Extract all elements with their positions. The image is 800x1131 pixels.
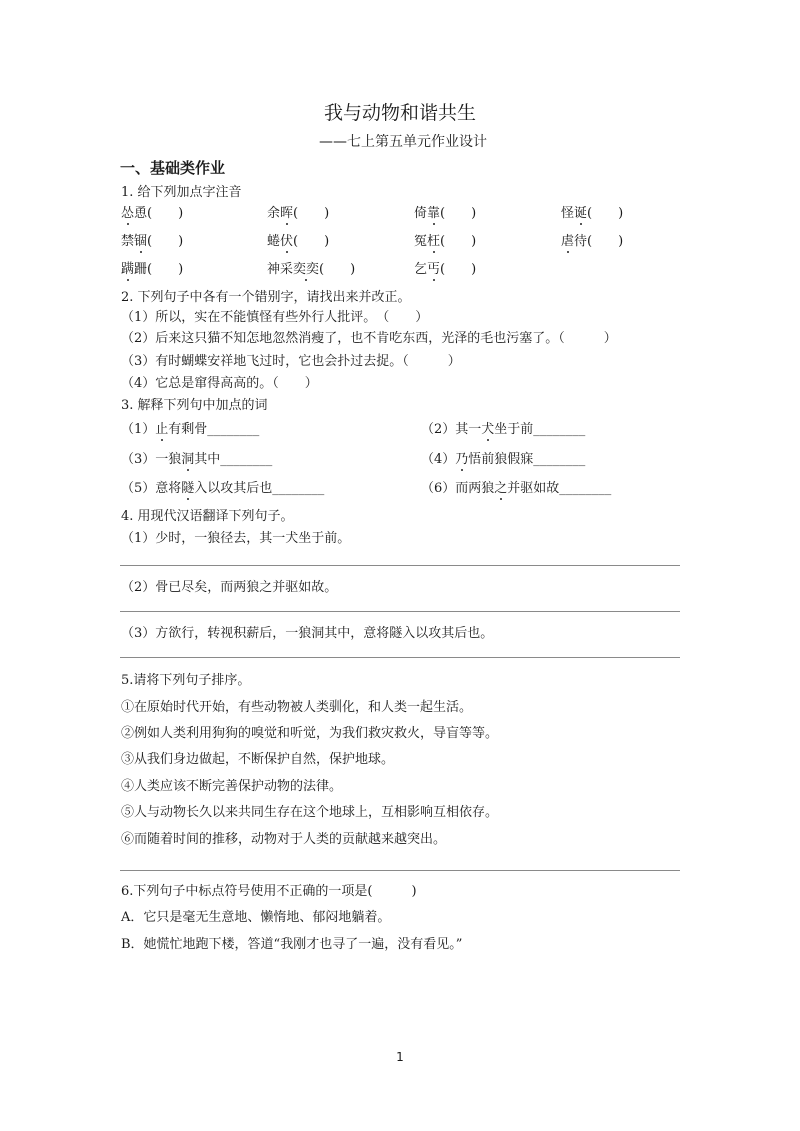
pinyin-item: 禁锢( ) <box>121 234 184 249</box>
pinyin-item: 倚靠( ) <box>414 206 477 221</box>
question-1-prompt: 1. 给下列加点字注音 <box>121 185 242 200</box>
translate-sentence: （1）少时，一狼径去，其一犬坐于前。 <box>121 531 351 546</box>
translate-sentence: （2）骨已尽矣，而两狼之并驱如故。 <box>121 580 338 595</box>
question-4-prompt: 4. 用现代汉语翻译下列句子。 <box>121 509 294 524</box>
order-sentence: ⑤人与动物长久以来共同生存在这个地球上，互相影响互相依存。 <box>121 805 499 820</box>
order-sentence: ②例如人类利用狗狗的嗅觉和听觉，为我们救灾救火，导盲等等。 <box>121 726 499 741</box>
error-sentence: （2）后来这只猫不知怎地忽然消瘦了，也不肯吃东西，光泽的毛也污塞了。（ ） <box>121 331 617 346</box>
section-heading: 一、基础类作业 <box>120 159 226 177</box>
question-2-prompt: 2. 下列句子中各有一个错别字，请找出来并改正。 <box>121 290 411 305</box>
error-sentence: （1）所以，实在不能慎怪有些外行人批评。 （ ） <box>121 310 429 325</box>
pinyin-item: 蜷伏( ) <box>267 234 330 249</box>
error-sentence: （4）它总是窜得高高的。（ ） <box>121 376 318 391</box>
order-sentence: ①在原始时代开始，有些动物被人类驯化，和人类一起生活。 <box>121 700 473 715</box>
page-number: 1 <box>396 1050 404 1064</box>
pinyin-item: 余晖( ) <box>267 206 330 221</box>
answer-line <box>120 870 680 871</box>
word-explain-item: （1）止有剩骨________ <box>121 422 260 437</box>
word-explain-item: （6）而两狼之并驱如故________ <box>421 481 612 496</box>
order-sentence: ④人类应该不断完善保护动物的法律。 <box>121 779 343 794</box>
pinyin-item: 冤枉( ) <box>414 234 477 249</box>
word-explain-item: （3）一狼洞其中________ <box>121 452 273 467</box>
choice-option-a: A．它只是毫无生意地、懒惰地、郁闷地躺着。 <box>121 910 391 925</box>
page-subtitle: ——七上第五单元作业设计 <box>319 134 487 150</box>
pinyin-item: 神采奕奕( ) <box>267 262 356 277</box>
word-explain-item: （2）其一犬坐于前________ <box>421 422 586 437</box>
word-explain-item: （4）乃悟前狼假寐________ <box>421 452 586 467</box>
pinyin-item: 怪诞( ) <box>561 206 624 221</box>
answer-line <box>120 657 680 658</box>
error-sentence: （3）有时蝴蝶安祥地飞过时，它也会扑过去捉。（ ） <box>121 354 461 369</box>
pinyin-item: 乞丐( ) <box>414 262 477 277</box>
answer-line <box>120 565 680 566</box>
translate-sentence: （3）方欲行，转视积薪后，一狼洞其中，意将隧入以攻其后也。 <box>121 626 494 641</box>
page-title: 我与动物和谐共生 <box>323 102 476 124</box>
choice-option-b: B．她慌忙地跑下楼，答道“我刚才也寻了一遍，没有看见。” <box>121 937 463 952</box>
pinyin-item: 蹒跚( ) <box>121 262 184 277</box>
word-explain-item: （5）意将隧入以攻其后也________ <box>121 481 325 496</box>
question-6-prompt: 6.下列句子中标点符号使用不正确的一项是( ) <box>121 884 417 899</box>
pinyin-item: 怂恿( ) <box>121 206 184 221</box>
order-sentence: ③从我们身边做起，不断保护自然，保护地球。 <box>121 752 395 767</box>
question-3-prompt: 3. 解释下列句中加点的词 <box>121 398 268 413</box>
pinyin-item: 虐待( ) <box>561 234 624 249</box>
order-sentence: ⑥而随着时间的推移，动物对于人类的贡献越来越突出。 <box>121 832 447 847</box>
question-5-prompt: 5.请将下列句子排序。 <box>121 673 251 688</box>
answer-line <box>120 611 680 612</box>
